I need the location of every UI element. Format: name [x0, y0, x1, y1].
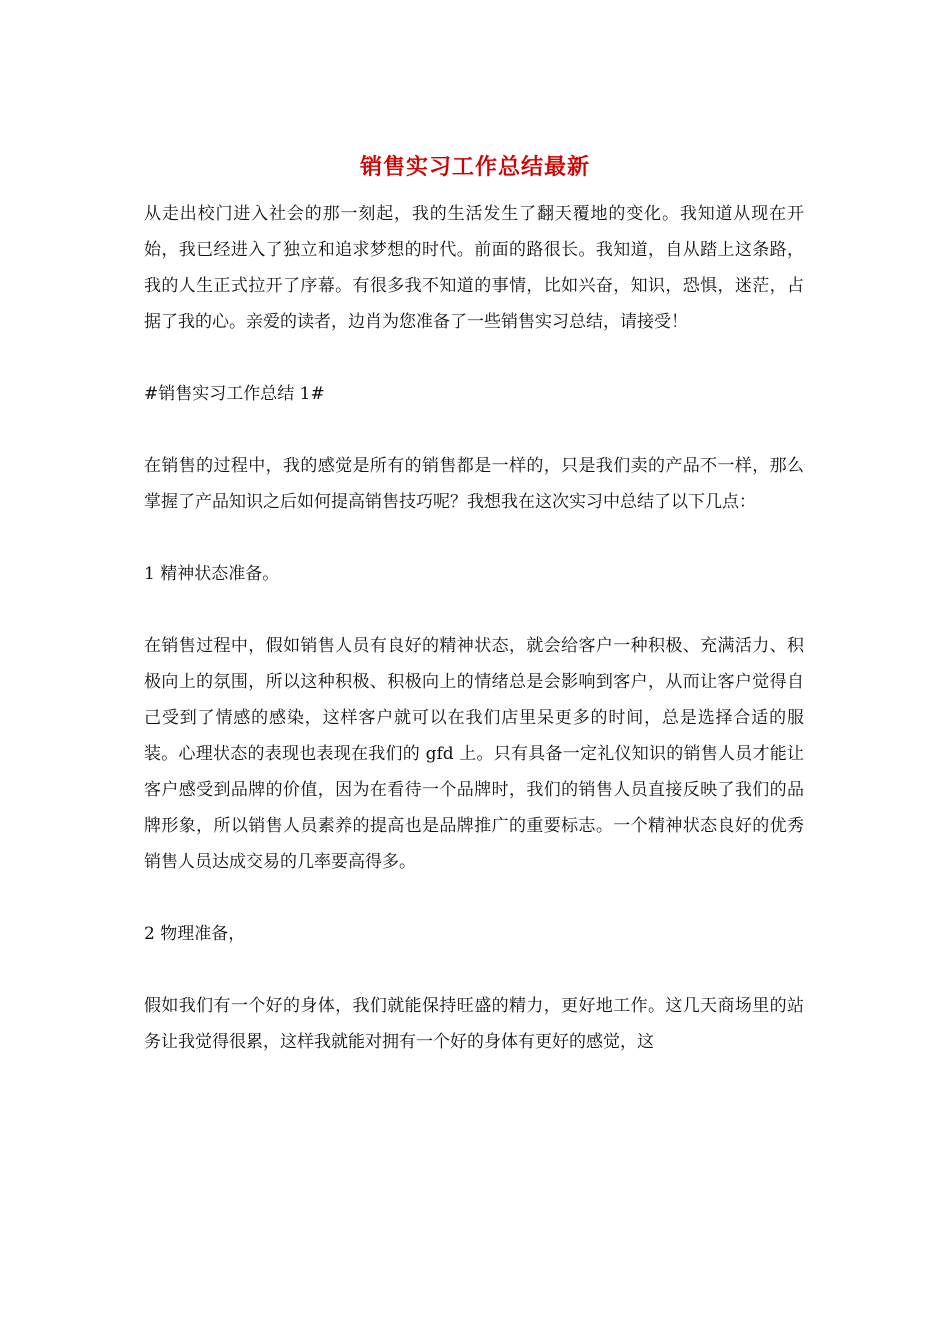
- document-title: 销售实习工作总结最新: [359, 154, 590, 180]
- body-paragraph: 在销售过程中，假如销售人员有良好的精神状态，就会给客户一种积极、充满活力、积极向上的氛围，所以这种积极、积极向上的情绪总是会影响到客户，从而让客户觉得自己受到了情感的感染，这样客户就可以在我们店里呆更多的时间，总是选择合适的服装。心理状态的表现也表现在我们的 gfd 上。只有具备一定礼仪知识的销售人员才能让客户感受到品牌的价值，因为在看待一个品牌时，我们的销售人员直接反映了我们的品牌形象，所以销售人员素养的提高也是品牌推广的重要标志。一个精神状态良好的优秀销售人员达成交易的几率要高得多。: [144, 636, 804, 872]
- document-body: [144, 196, 804, 1096]
- body-paragraph: 假如我们有一个好的身体，我们就能保持旺盛的精力，更好地工作。这几天商场里的站务让我觉得很累，这样我就能对拥有一个好的身体有更好的感觉，这: [144, 996, 804, 1052]
- section-heading: #销售实习工作总结 1#: [144, 384, 325, 404]
- subsection-heading: 2 物理准备，: [144, 924, 246, 944]
- intro-paragraph: 从走出校门进入社会的那一刻起，我的生活发生了翻天覆地的变化。我知道从现在开始，我已经进入了独立和追求梦想的时代。前面的路很长。我知道，自从踏上这条路，我的人生正式拉开了序幕。有很多我不知道的事情，比如兴奋，知识，恐惧，迷茫，占据了我的心。亲爱的读者，边肖为您准备了一些销售实习总结，请接受！: [144, 204, 804, 332]
- subsection-heading: 1 精神状态准备。: [144, 564, 280, 584]
- body-paragraph: 在销售的过程中，我的感觉是所有的销售都是一样的，只是我们卖的产品不一样，那么掌握了产品知识之后如何提高销售技巧呢？我想我在这次实习中总结了以下几点：: [144, 456, 804, 512]
